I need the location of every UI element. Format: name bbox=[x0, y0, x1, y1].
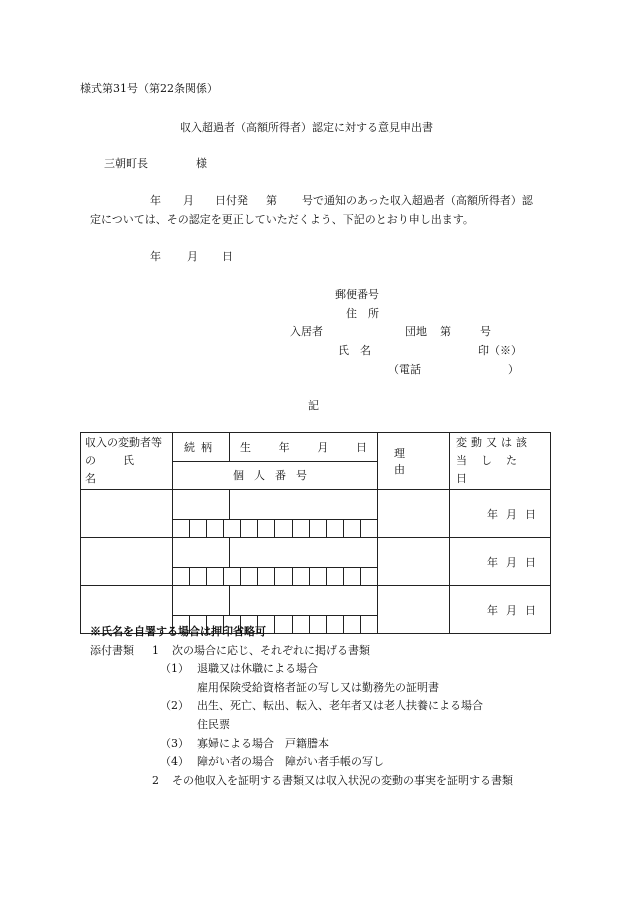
sub2-case: 出生、死亡、転出、転入、老年者又は老人扶養による場合 bbox=[197, 699, 483, 712]
attach-item1-text: 次の場合に応じ、それぞれに掲げる書類 bbox=[172, 644, 370, 657]
attach-item2-text: その他収入を証明する書類又は収入状況の変動の事実を証明する書類 bbox=[172, 774, 513, 787]
date-year: 年 bbox=[150, 250, 161, 263]
address-label: 住 所 bbox=[346, 307, 379, 320]
danchi-label: 団地 bbox=[405, 325, 427, 338]
row1-relation-cell[interactable] bbox=[173, 490, 230, 520]
go-label: 号 bbox=[480, 325, 491, 338]
row2-name-cell[interactable] bbox=[81, 538, 173, 586]
sub4-case: 障がい者の場合 障がい者手帳の写し bbox=[197, 755, 384, 768]
body-line2: 定については、その認定を更正していただくよう、下記のとおり申し出ます。 bbox=[90, 213, 474, 226]
sub1-case: 退職又は休職による場合 bbox=[197, 662, 318, 675]
page-title: 収入超過者（高額所得者）認定に対する意見申出書 bbox=[180, 121, 433, 134]
body-year: 年 bbox=[150, 194, 161, 207]
date-day: 日 bbox=[222, 250, 233, 263]
resident-label: 入居者 bbox=[290, 325, 323, 338]
row1-name-cell[interactable] bbox=[81, 490, 173, 538]
dai-label: 第 bbox=[440, 325, 451, 338]
row1-personal-number-boxes[interactable] bbox=[173, 520, 378, 538]
row3-date-cell[interactable]: 年月日 bbox=[450, 586, 551, 634]
row1-date-cell[interactable]: 年月日 bbox=[450, 490, 551, 538]
sub3-case: 寡婦による場合 戸籍謄本 bbox=[197, 737, 329, 750]
sub2-doc: 住民票 bbox=[197, 718, 230, 731]
birth-month: 月 bbox=[317, 440, 329, 454]
tel-close: ） bbox=[508, 363, 519, 376]
row3-relation-cell[interactable] bbox=[173, 586, 230, 616]
header-date-line1: 変動又は該 bbox=[456, 436, 531, 449]
birth-year: 年 bbox=[278, 440, 290, 454]
sub1-no: （1） bbox=[160, 662, 189, 675]
row1-birth-cell[interactable] bbox=[230, 490, 378, 520]
header-relation: 続柄 bbox=[173, 433, 230, 462]
header-date-cell bbox=[450, 433, 551, 490]
row3-reason-cell[interactable] bbox=[378, 586, 450, 634]
seal-note: ※氏名を自署する場合は押印省略可 bbox=[90, 625, 266, 638]
body-month: 月 bbox=[183, 194, 194, 207]
body-dai: 第 bbox=[266, 194, 277, 207]
date-month: 月 bbox=[187, 250, 198, 263]
row3-birth-cell[interactable] bbox=[230, 586, 378, 616]
birth-sei: 生 bbox=[240, 440, 251, 454]
row2-birth-cell[interactable] bbox=[230, 538, 378, 568]
row2-relation-cell[interactable] bbox=[173, 538, 230, 568]
sub2-no: （2） bbox=[160, 699, 189, 712]
seal-label: 印（※） bbox=[478, 344, 522, 357]
birth-day: 日 bbox=[355, 440, 367, 454]
header-personal-number: 個人番号 bbox=[173, 461, 378, 490]
sub3-no: （3） bbox=[160, 737, 189, 750]
sub1-doc: 雇用保険受給資格者証の写し又は勤務先の証明書 bbox=[197, 681, 439, 694]
header-name-line1: 収入の変動者等 bbox=[85, 436, 162, 449]
attachments-label: 添付書類 bbox=[90, 644, 134, 657]
attach-item1-no: 1 bbox=[152, 644, 159, 657]
header-name-line2: の 氏 名 bbox=[85, 454, 161, 485]
row1-reason-cell[interactable] bbox=[378, 490, 450, 538]
body-line1-rest: 号で通知のあった収入超過者（高額所得者）認 bbox=[302, 194, 533, 207]
form-number: 様式第31号（第22条関係） bbox=[80, 82, 218, 95]
header-date-line2: 当した日 bbox=[456, 454, 531, 485]
ki-label: 記 bbox=[308, 399, 319, 412]
header-reason: 理由 bbox=[378, 433, 450, 490]
postal-code-label: 郵便番号 bbox=[335, 288, 379, 301]
header-birth bbox=[230, 433, 378, 462]
addressee: 三朝町長 bbox=[104, 157, 148, 170]
sub4-no: （4） bbox=[160, 755, 189, 768]
header-name-cell bbox=[81, 433, 173, 490]
row2-reason-cell[interactable] bbox=[378, 538, 450, 586]
attach-item2-no: 2 bbox=[152, 774, 159, 787]
row2-personal-number-boxes[interactable] bbox=[173, 568, 378, 586]
body-day-issued: 日付発 bbox=[215, 194, 248, 207]
row2-date-cell[interactable]: 年月日 bbox=[450, 538, 551, 586]
change-table bbox=[80, 432, 551, 634]
honorific: 様 bbox=[196, 157, 207, 170]
name-label: 氏 名 bbox=[338, 344, 371, 357]
tel-open: （電話 bbox=[388, 363, 421, 376]
